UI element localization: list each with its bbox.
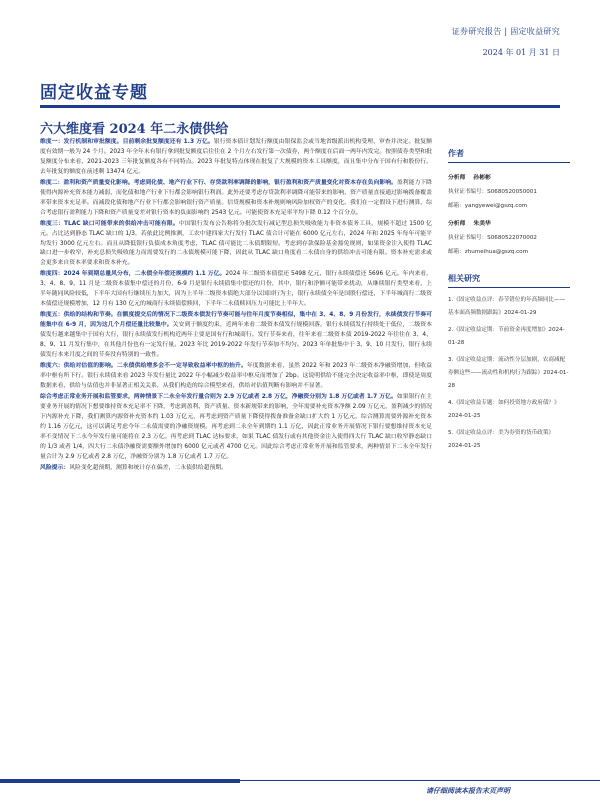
paragraph-lead: 维度二：盈利和资产质量变化影响。考虑到化债、地产行业下行、存贷款利率调降的影响，银行盈利和资产质量变化对资本存在负向影响。: [40, 179, 397, 186]
paragraph-body: 风险变化超预期，测算和统计存在偏差，二永债供给超预期。: [69, 464, 227, 471]
related-heading: 相关研究: [448, 273, 570, 288]
title-divider: [40, 105, 560, 108]
analyst-role: 分析师: [448, 175, 466, 181]
paragraph-body: 银行资本债计划发行额度由银保监会或当地省级派出机构受理、审查并决定。批复额度有效期一般为 24 个月。2023 年全年未有银行拿到批复额度后往往在 2 个月左右发行第一次债券，两个额度在后面一两年内发完。按照债券类型和批复额度分布来看，2021-2023 三年批复额度各有不同特点。2023 年批复特点体现在批复了大规模的资本工具额度，而且集中分布于国有行和股份行。去年批复的额度在前述剩 13474 亿元。: [40, 139, 432, 175]
analyst-role: 分析师: [448, 221, 466, 227]
report-subtitle: 六大维度看 2024 年二永债供给: [40, 122, 229, 137]
analyst-name: 孙彬彬: [473, 175, 491, 181]
paragraph-lead: 维度六：供给对估值的影响。二永债供给增多会不一定导致收益率中枢的抬升。: [40, 362, 247, 369]
main-body: [40, 138, 432, 474]
footer: [0, 780, 600, 801]
paragraph-6: [40, 362, 432, 392]
paragraph-lead: 维度四：2024 年到期总量风分布，二永债全年偿还规模约 1.1 万亿。: [40, 271, 226, 278]
paragraph-lead: 综合考虑正常业务开展和监管要求，两种情景下二永全年发行量合则为 2.9 万亿或者 2.8 万亿，净融资分别为 1.8 万亿或者 1.7 万亿。: [40, 393, 397, 400]
paragraph-3: [40, 220, 432, 270]
report-date: 2024 年 01 月 31 日: [482, 48, 560, 57]
report-type: 证券研究报告 | 固定收益研究: [451, 27, 560, 36]
title-area: [40, 78, 560, 103]
page-title: 固定收益专题: [40, 83, 148, 103]
related-item[interactable]: 2.《固定收益定期：节前资金再度增加》2024-01-28: [448, 327, 565, 346]
related-list: [448, 294, 570, 453]
analyst-card: [448, 218, 570, 255]
footer-disclaimer: 请仔细阅读本报告末页声明: [426, 786, 510, 795]
report-header: [452, 26, 560, 58]
paragraph-5: [40, 311, 432, 361]
related-item[interactable]: 1.《固定收益点评：春节错位的年高频同比——基本面高频数据跟踪》2024-01-29: [448, 297, 566, 316]
paragraph-body: 2024 年二级资本债偿还 5498 亿元，银行永续债偿还 5696 亿元。年内来看，3、4、8、9、11 月是二级资本债集中偿还的月份，6-9 月是银行永续债集中偿还的月份，其中，银行和净额可能带来扰动，从继续银行类型来看，上半年随同风险较低，下半年大国有行继续压力加大，因为上半年二级资本债绝大部分以国国行为主，银行永续债全年是国股行偿还，下半年城商行二级资本债偿还规模增加，12 月有 130 亿元的城商行永续债偿赎回，下半年二永债赎回压力可能比上半年大。: [40, 271, 433, 308]
analyst-email[interactable]: 邮箱：zhumeihua@gszq.com: [448, 249, 529, 255]
analyst-name-row: [448, 172, 570, 181]
paragraph-body: 如果银行在主要业务开展的情况下想要维持资本充足率不下降，考虑到盈利、资产质量、资本新规带来的影响，全年需要补充资本净额 2.09 万亿元，盈利减少的情况下内源补充下降，我们测算内源资补充资本约 1.03 万亿元，再考虑到资产质量下降使得拨备准备金缺口扩大约 1 万亿元，综合测算需要外源补充资本约 1.16 万亿元，这可以满足考虑今年二永债需要的净融资规模。再考虑到二永全年到期约 1.1 万亿，因此正常业务开展情况下银行要想维持资本充足率不变情况下二永今年发行量可能将在 2.3 万亿。再考虑到 TLAC 达标要求，如果 TLAC 债发行或有其他资金注入使得四大行 TLAC 缺口收窄静态缺口的 1/3 或者 1/4，四大行二永债净融资需要额外增加约 6000 亿元或者 4700 亿元。因此综合考虑正常业务开展和监管要求，两种情景下二永全年发行量合计为 2.9 万亿或者 2.8 万亿，净融资分别为 1.8 万亿或者 1.7 万亿。: [40, 393, 433, 460]
analyst-cert: 执业证书编号：S0680520050001: [448, 189, 537, 195]
paragraph-2: [40, 179, 432, 219]
paragraph-body: 盈利能力下降使得内源补充资本能力减弱，而化债和地产行业下行都会影响银行利润。此外还要考虑存贷款利率调降可能带来的影响，资产质量直接通过影响拨备覆盖率带来资本充足率。而减段化债和地产行业下行都会影响银行资产质量。信贷规模和资本补规则响风险加权资产的变化。我们在一定假设下进行测算，综合考虑银行盈利能力下降和资产质量变差对银行资本的负面影响约 2543 亿元。可能使资本充足率平均下降 0.12 个百分点。: [40, 179, 433, 216]
related-item[interactable]: 5.《固定收益点评：美为券资的货币政策》2024-01-25: [448, 430, 555, 449]
authors-heading: 作者: [448, 148, 570, 163]
sidebar: [448, 148, 570, 457]
analyst-card: [448, 172, 570, 209]
paragraph-body: 中国银行发布公告称将分批次发行减记型总损失吸收能力非资本债务工具，规模不超过 1500 亿元。占比达到静态 TLAC 缺口的 1/3，若依此比例推测，工农中建四家大行发行 TLAC 债合计可能在 6000 亿元左右，2024 年和 2025 年每年可能平均发行 3000 亿元左右。而且从降低银行负债成本角度考虑，TLAC 债可能比二永债期限短。考虑到存款保险基金豁免规则，如果资金注入使得 TLAC 缺口进一步收窄，补充总损失吸收能力而需要发行的二永债规模可能下降，因此从 TLAC 缺口角度看二永债自身的供给冲击可能有限。资本补充需求或会更多来自资本率要求和资本补充。: [40, 220, 432, 267]
analyst-cert: 执业证书编号：S0680522070002: [448, 235, 537, 241]
paragraph-1: [40, 138, 432, 178]
paragraph-lead: 维度一：发行机制和审批额度。目前剩余批复额度还有 1.3 万亿。: [40, 139, 214, 145]
paragraph-risk: [40, 464, 432, 474]
paragraph-lead: 维度五：供给的结构和节奏。在额度提交后的情况下二级资本债发行节奏可能与往年月度节奏相似，集中在 3、4、8、9 月份发行，永续债发行节奏可能集中在 6-9 月，因为这几个月偿还量比较集中。: [40, 312, 432, 329]
analyst-name: 朱美华: [473, 221, 491, 227]
paragraph-lead: 风险提示：: [40, 464, 70, 471]
paragraph-4: [40, 270, 432, 310]
analyst-name-row: [448, 218, 570, 227]
analyst-email[interactable]: 邮箱：yangyewei@gszq.com: [448, 203, 528, 209]
paragraph-body: 年度数据来看，虽然 2022 年和 2023 年二级资本净融资增加，但收益率中枢有所下行。银行永续债来看 2023 年发行量比 2022 年小幅减少收益率中枢反而增加了 2bp。这说明供给不能完全决定收益率中枢，即使是周度数据来看，供给与估值也并非显著正相关关系，从我们构造的综合模型来看，供给对估值判断有影响并不显著。: [40, 362, 433, 389]
paragraph-7: [40, 393, 432, 463]
paragraph-body: 关安到于额度约束，近两年来看二级资本债发行规模回落，银行永续债发行持续处于低位，二级资本债发行越来越集中于国有大行，银行永续债发行机构近两年主要是国有行和城商行。发行节奏来看，往年来看二级资本债 2019-2022 年往往在 3、4、8、9、11 月发行集中，在其他月份也有一定发行量。2023 年比 2019-2022 年发行节奏加不均匀。2023 年单批集中于 3、9、10 月发行，银行永续债发行本来月度之间的节奏没有特别的一致性。: [40, 322, 433, 359]
related-item[interactable]: 4.《固定收益专题：如何投资地方政府债？》2024-01-25: [448, 400, 560, 419]
paragraph-lead: 维度三：TLAC 缺口可能带来的供给冲击可能有限。: [40, 220, 179, 227]
related-item[interactable]: 3.《固定收益定期：流动性分层加剧，农商减配券额这些——流动性和机构行为跟踪》2024-01-28: [448, 357, 569, 389]
